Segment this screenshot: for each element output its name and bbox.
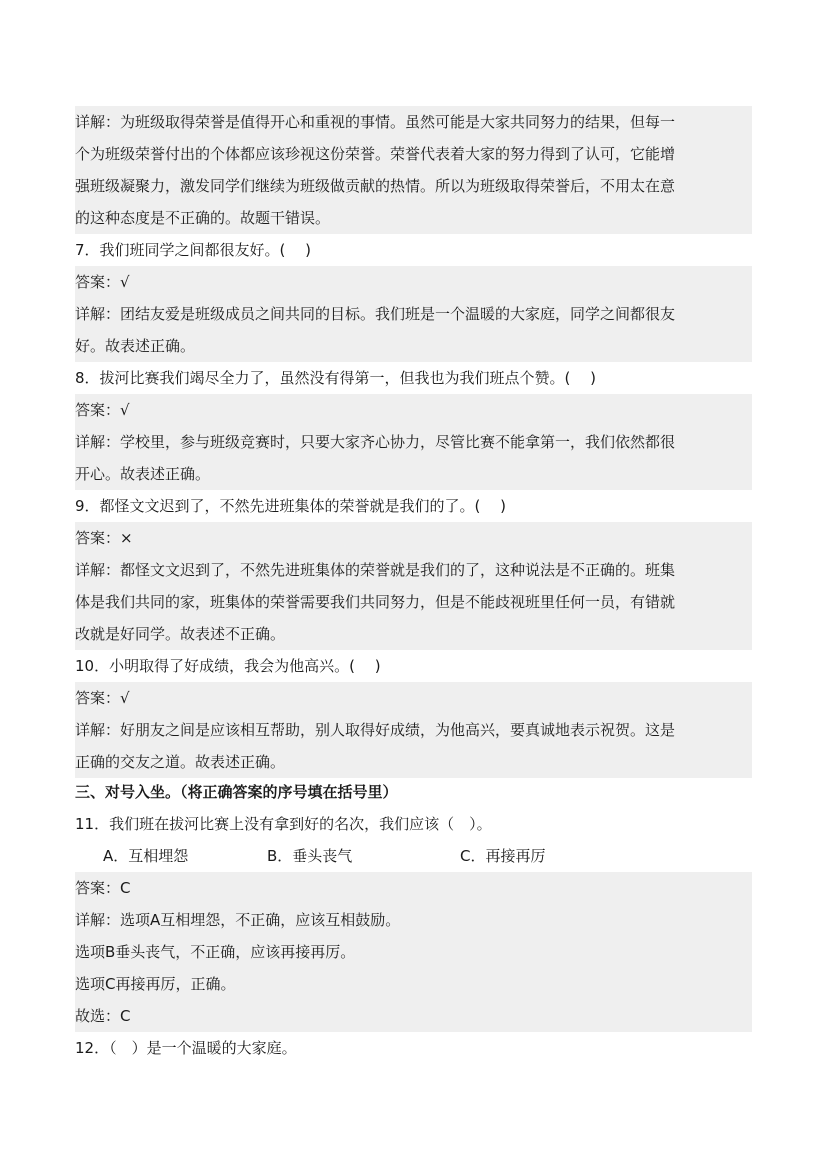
q11-explain-line: 详解：选项A互相埋怨，不正确，应该互相鼓励。 bbox=[75, 904, 752, 936]
q6-explain-line: 的这种态度是不正确的。故题干错误。 bbox=[75, 202, 752, 234]
q9-explain-line: 改就是好同学。故表述不正确。 bbox=[75, 618, 752, 650]
q11-explain-line: 故选：C bbox=[75, 1000, 752, 1032]
q6-explain-line: 详解：为班级取得荣誉是值得开心和重视的事情。虽然可能是大家共同努力的结果，但每一 bbox=[75, 106, 752, 138]
q8-explain-line: 详解：学校里，参与班级竞赛时，只要大家齐心协力，尽管比赛不能拿第一，我们依然都很 bbox=[75, 426, 752, 458]
q11-question: 11．我们班在拔河比赛上没有拿到好的名次，我们应该（ ）。 bbox=[75, 815, 492, 833]
section-heading: 三、对号入坐。（将正确答案的序号填在括号里） bbox=[75, 783, 398, 801]
q11-option-a: A．互相埋怨 bbox=[103, 847, 189, 865]
q8-answer: 答案：√ bbox=[75, 394, 752, 426]
q7-explain-line: 详解：团结友爱是班级成员之间共同的目标。我们班是一个温暖的大家庭，同学之间都很友 bbox=[75, 298, 752, 330]
q8-question: 8．拔河比赛我们竭尽全力了，虽然没有得第一，但我也为我们班点个赞。( ) bbox=[75, 369, 597, 387]
q7-explain-line: 好。故表述正确。 bbox=[75, 330, 752, 362]
q9-explain-line: 详解：都怪文文迟到了，不然先进班集体的荣誉就是我们的了，这种说法是不正确的。班集 bbox=[75, 554, 752, 586]
q6-explain-line: 个为班级荣誉付出的个体都应该珍视这份荣誉。荣誉代表着大家的努力得到了认可，它能增 bbox=[75, 138, 752, 170]
q11-explain-line: 选项C再接再厉，正确。 bbox=[75, 968, 752, 1000]
q11-option-b: B．垂头丧气 bbox=[267, 847, 353, 865]
q8-explain-line: 开心。故表述正确。 bbox=[75, 458, 752, 490]
q10-answer: 答案：√ bbox=[75, 682, 752, 714]
q10-question: 10．小明取得了好成绩，我会为他高兴。( ) bbox=[75, 657, 381, 675]
q7-question: 7．我们班同学之间都很友好。( ) bbox=[75, 241, 312, 259]
q7-answer: 答案：√ bbox=[75, 266, 752, 298]
q11-options bbox=[75, 840, 752, 872]
q9-answer: 答案：× bbox=[75, 522, 752, 554]
q10-explain-line: 详解：好朋友之间是应该相互帮助，别人取得好成绩，为他高兴，要真诚地表示祝贺。这是 bbox=[75, 714, 752, 746]
q11-explain-line: 选项B垂头丧气，不正确，应该再接再厉。 bbox=[75, 936, 752, 968]
q11-option-c: C．再接再厉 bbox=[460, 847, 546, 865]
q12-question: 12．（ ）是一个温暖的大家庭。 bbox=[75, 1039, 297, 1057]
q10-explain-line: 正确的交友之道。故表述正确。 bbox=[75, 746, 752, 778]
q6-explain-line: 强班级凝聚力，激发同学们继续为班级做贡献的热情。所以为班级取得荣誉后，不用太在意 bbox=[75, 170, 752, 202]
q11-answer: 答案：C bbox=[75, 872, 752, 904]
q9-question: 9．都怪文文迟到了，不然先进班集体的荣誉就是我们的了。( ) bbox=[75, 497, 507, 515]
q9-explain-line: 体是我们共同的家，班集体的荣誉需要我们共同努力，但是不能歧视班里任何一员，有错就 bbox=[75, 586, 752, 618]
